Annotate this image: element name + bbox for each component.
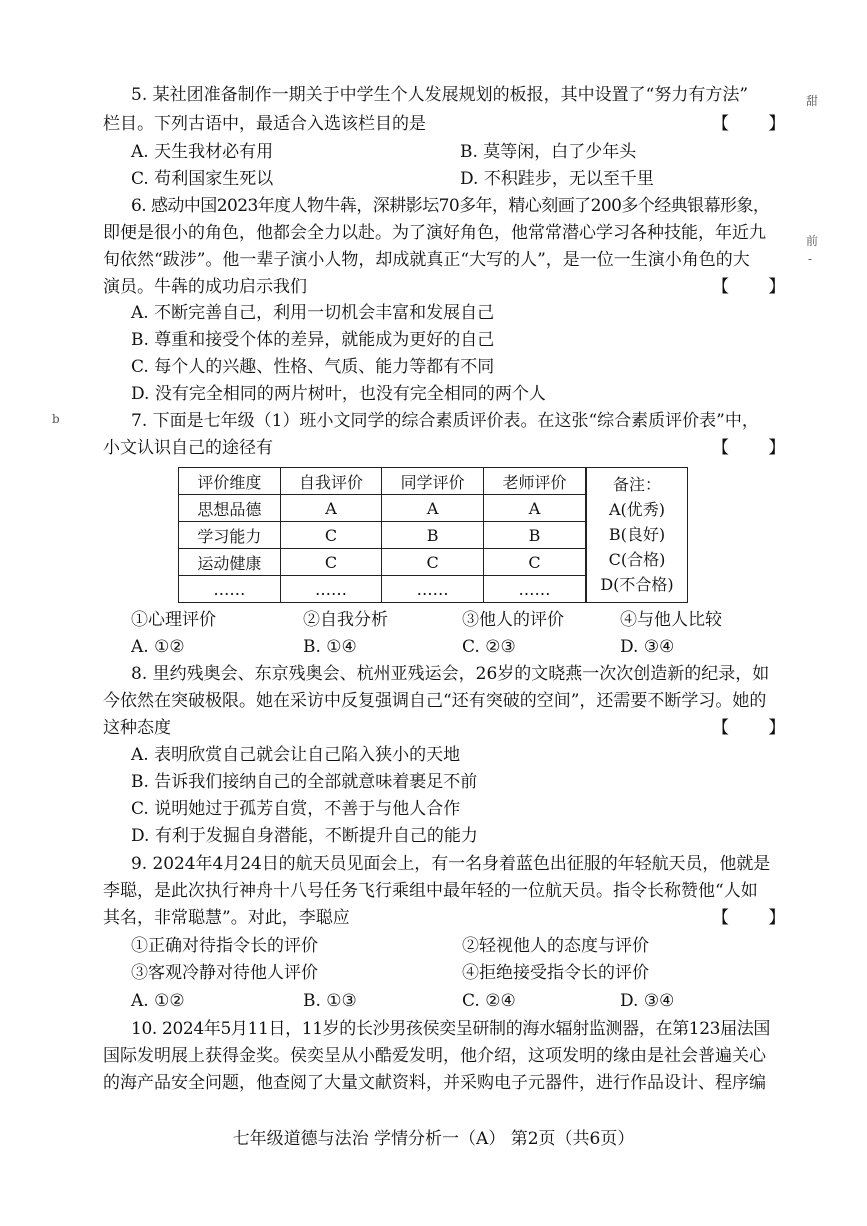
option-d[interactable]: D. 不积跬步，无以至千里 [460,169,654,189]
table-header: 老师评价 [484,468,586,495]
table-header: 同学评价 [382,468,484,495]
question-text: 9. 2024年4月24日的航天员见面会上，有一名身着蓝色出征服的年轻航天员，他就是 [131,854,771,874]
answer-bracket[interactable]: 【 】 [712,438,787,458]
option-b[interactable]: B. 尊重和接受个体的差异，就能成为更好的自己 [131,330,495,350]
table-cell: 思想品德 [179,495,281,522]
answer-bracket[interactable]: 【 】 [712,908,787,928]
evaluation-table [178,467,688,603]
note-item: A(优秀) [608,500,666,519]
question-text: 即便是很小的角色，他都会全力以赴。为了演好角色，他常常潜心学习各种技能，年近九 [103,223,766,243]
question-text: 的海产品安全问题，他查阅了大量文献资料，并采购电子元器件，进行作品设计、程序编 [103,1073,766,1093]
table-cell: A [484,495,586,522]
statement-item: ①正确对待指令长的评价 [131,936,318,956]
margin-mark: 前 [806,234,819,248]
table-cell: …… [484,576,586,603]
question-text: 旬依然“跋涉”。他一辈子演小人物，却成就真正“大写的人”，是一位一生演小角色的大 [103,250,750,270]
question-text: 演员。牛犇的成功启示我们 [103,277,307,297]
table-cell: C [382,549,484,576]
answer-bracket[interactable]: 【 】 [712,718,787,738]
question-text: 8. 里约残奥会、东京残奥会、杭州亚残运会，26岁的文晓燕一次次创造新的纪录，如 [131,664,770,684]
option-d[interactable]: D. ③④ [620,637,675,657]
question-text: 国际发明展上获得金奖。侯奕呈从小酷爱发明，他介绍，这项发明的缘由是社会普遍关心 [103,1046,766,1066]
margin-mark: b [52,412,60,426]
statement-item: ④与他人比较 [620,610,722,630]
option-b[interactable]: B. 告诉我们接纳自己的全部就意味着裹足不前 [131,772,478,792]
statement-item: ④拒绝接受指令长的评价 [462,963,649,983]
question-text: 7. 下面是七年级（1）班小文同学的综合素质评价表。在这张“综合素质评价表”中， [131,411,759,431]
notes-cell [586,468,688,603]
table-cell: 学习能力 [179,522,281,549]
option-c[interactable]: C. ②④ [462,991,516,1011]
question-text: 10. 2024年5月11日，11岁的长沙男孩侯奕呈研制的海水辐射监测器，在第123届法国 [131,1019,771,1039]
table-cell: A [280,495,382,522]
table-cell: C [484,549,586,576]
option-b[interactable]: B. 莫等闲，白了少年头 [460,142,637,162]
option-a[interactable]: A. 不断完善自己，利用一切机会丰富和发展自己 [131,303,495,323]
table-cell: 运动健康 [179,549,281,576]
option-b[interactable]: B. ①④ [303,637,357,657]
question-text: 其名，非常聪慧”。对此，李聪应 [103,908,350,928]
table-cell: C [280,522,382,549]
option-d[interactable]: D. 没有完全相同的两片树叶，也没有完全相同的两个人 [131,384,546,404]
table-cell: …… [179,576,281,603]
table-cell: …… [382,576,484,603]
table-cell: B [382,522,484,549]
option-c[interactable]: C. ②③ [462,637,516,657]
option-a[interactable]: A. ①② [131,991,185,1011]
table-header-row [179,468,688,495]
option-c[interactable]: C. 说明她过于孤芳自赏，不善于与他人合作 [131,799,461,819]
note-item: D(不合格) [600,575,674,594]
question-text: 小文认识自己的途径有 [103,438,273,458]
question-text: 栏目。下列古语中，最适合入选该栏目的是 [103,114,426,134]
answer-bracket[interactable]: 【 】 [712,114,787,134]
option-a[interactable]: A. 表明欣赏自己就会让自己陷入狭小的天地 [131,745,461,765]
option-a[interactable]: A. 天生我材必有用 [131,142,274,162]
margin-mark: - [808,252,813,266]
statement-item: ①心理评价 [131,610,216,630]
answer-bracket[interactable]: 【 】 [712,277,787,297]
note-item: C(合格) [608,550,666,569]
table-cell: C [280,549,382,576]
option-b[interactable]: B. ①③ [303,991,357,1011]
page-footer: 七年级道德与法治 学情分析一（A） 第2页（共6页） [232,1129,635,1149]
table-header: 自我评价 [280,468,382,495]
table-cell: B [484,522,586,549]
table-cell: …… [280,576,382,603]
statement-item: ②轻视他人的态度与评价 [462,936,649,956]
statement-item: ②自我分析 [303,610,388,630]
statement-item: ③客观冷静对待他人评价 [131,963,318,983]
question-text: 李聪，是此次执行神舟十八号任务飞行乘组中最年轻的一位航天员。指令长称赞他“人如 [103,881,758,901]
question-text: 今依然在突破极限。她在采访中反复强调自己“还有突破的空间”，还需要不断学习。她的 [103,691,767,711]
table-header: 评价维度 [179,468,281,495]
option-c[interactable]: C. 每个人的兴趣、性格、气质、能力等都有不同 [131,357,495,377]
option-d[interactable]: D. 有利于发掘自身潜能，不断提升自己的能力 [131,826,478,846]
margin-mark: 甜 [806,94,819,108]
notes-title: 备注： [612,475,661,494]
option-a[interactable]: A. ①② [131,637,185,657]
option-c[interactable]: C. 苟利国家生死以 [131,169,274,189]
question-text: 5. 某社团准备制作一期关于中学生个人发展规划的板报，其中设置了“努力有方法” [131,85,749,105]
table-cell: A [382,495,484,522]
question-text: 6. 感动中国2023年度人物牛犇，深耕影坛70多年，精心刻画了200多个经典银幕形象， [131,196,770,216]
note-item: B(良好) [608,525,666,544]
option-d[interactable]: D. ③④ [620,991,675,1011]
statement-item: ③他人的评价 [462,610,564,630]
question-text: 这种态度 [103,718,171,738]
